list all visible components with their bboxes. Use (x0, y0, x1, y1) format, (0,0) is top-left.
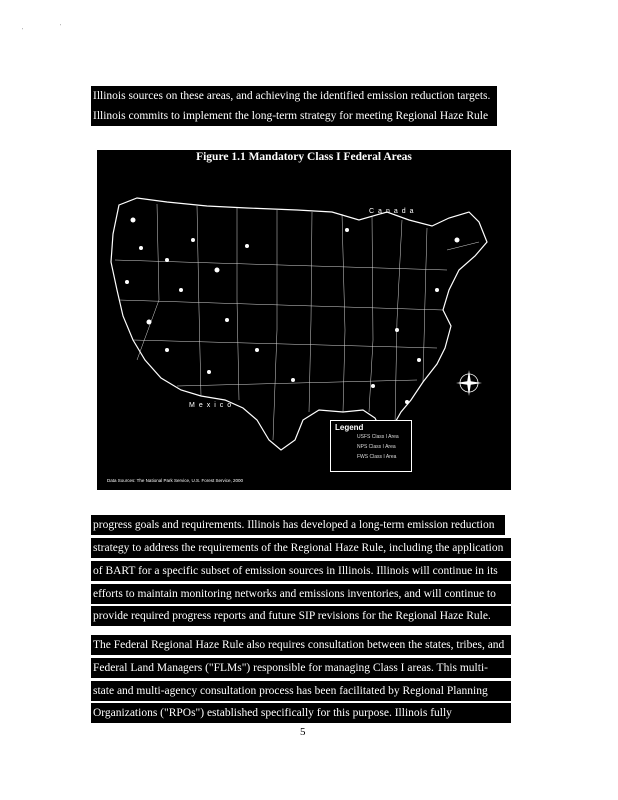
text-line: efforts to maintain monitoring networks and emissions inventories, and will continue to (91, 584, 511, 604)
legend-item: FWS Class I Area (357, 454, 397, 460)
label-mexico: Mexico (189, 402, 236, 409)
text-line: Federal Land Managers ("FLMs") responsible for managing Class I areas. This multi- (91, 658, 511, 678)
text-line: progress goals and requirements. Illinois has developed a long-term emission reduction (91, 515, 505, 535)
label-canada: Canada (369, 208, 418, 215)
compass-rose-icon (454, 368, 484, 398)
class-i-areas-figure (97, 150, 511, 490)
figure-source: Data Sources: The National Park Service, U.S. Forest Service, 2000 (107, 478, 243, 483)
text-line: Illinois commits to implement the long-term strategy for meeting Regional Haze Rule (91, 106, 497, 126)
legend-item: USFS Class I Area (357, 434, 399, 440)
us-map (97, 150, 511, 490)
text-line: state and multi-agency consultation process has been facilitated by Regional Planning (91, 681, 511, 701)
page-number: 5 (300, 726, 306, 738)
scan-mark: ' (60, 24, 62, 30)
map-legend (330, 420, 412, 472)
text-line: Illinois sources on these areas, and achieving the identified emission reduction targets. (91, 86, 497, 106)
legend-title: Legend (335, 423, 364, 432)
text-line: of BART for a specific subset of emission sources in Illinois. Illinois will continue in its (91, 561, 511, 581)
figure-title: Figure 1.1 Mandatory Class I Federal Areas (196, 151, 412, 163)
text-line: strategy to address the requirements of the Regional Haze Rule, including the application (91, 538, 511, 558)
legend-item: NPS Class I Area (357, 444, 396, 450)
text-line: provide required progress reports and future SIP revisions for the Regional Haze Rule. (91, 606, 511, 626)
text-line: Organizations ("RPOs") established specifically for this purpose. Illinois fully (91, 703, 511, 723)
scan-mark: ' (22, 28, 24, 34)
text-line: The Federal Regional Haze Rule also requires consultation between the states, tribes, and (91, 635, 511, 655)
